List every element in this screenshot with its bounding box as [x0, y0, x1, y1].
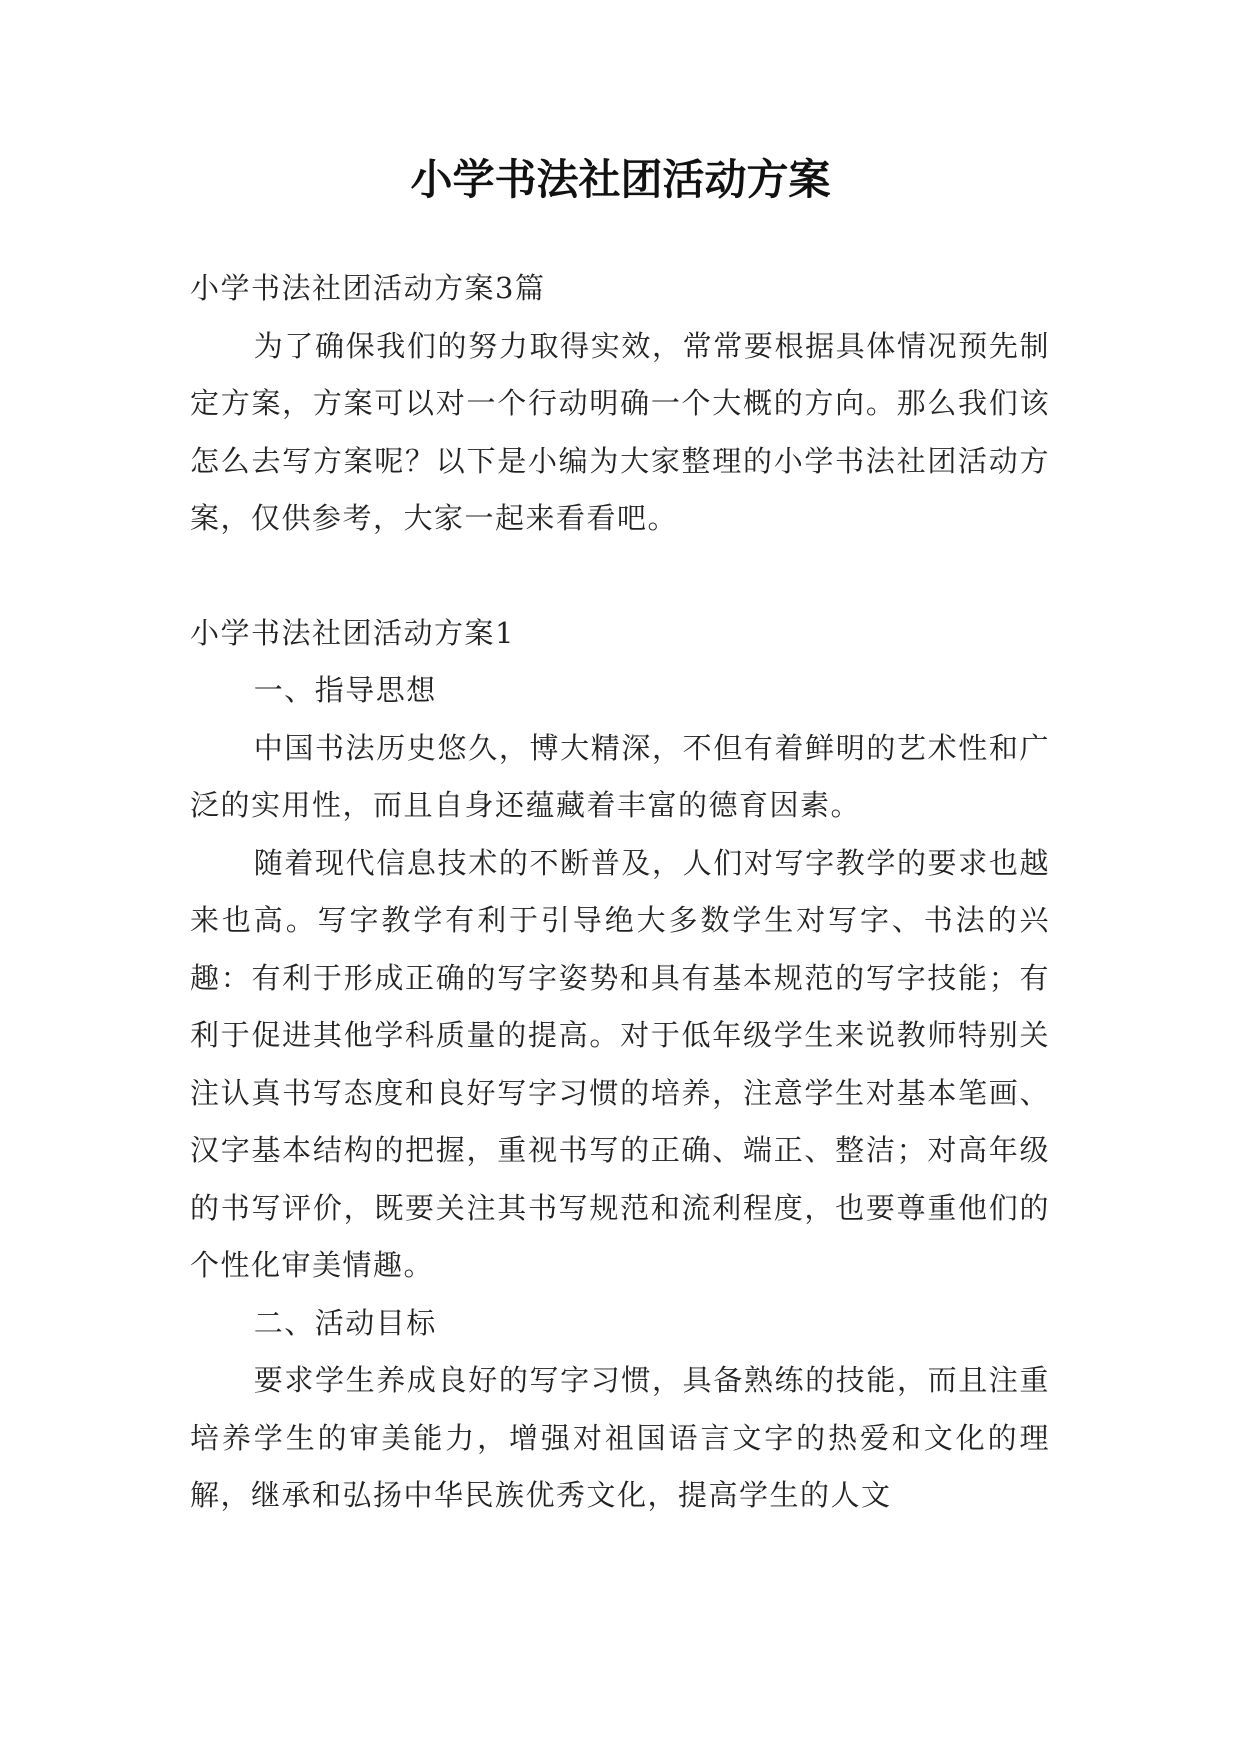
heading-guiding-ideology: 一、指导思想	[253, 673, 437, 707]
heading-activity-goals: 二、活动目标	[253, 1305, 437, 1340]
paragraph-gap	[190, 548, 1050, 605]
intro-paragraph: 为了确保我们的努力取得实效，常常要根据具体情况预先制定方案，方案可以对一个行动明确一个大概的方向。那么我们该怎么去写方案呢？以下是小编为大家整理的小学书法社团活动方案，仅供参考，大家一起来看看吧。	[190, 328, 1050, 535]
paragraph-writing-teaching: 随着现代信息技术的不断普及，人们对写字教学的要求也越来也高。写字教学有利于引导绝大多数学生对写字、书法的兴趣：有利于形成正确的写字姿势和具有基本规范的写字技能；有利于促进其他学科质量的提高。对于低年级学生来说教师特别关注认真书写态度和良好写字习惯的培养，注意学生对基本笔画、汉字基本结构的把握，重视书写的正确、端正、整洁；对高年级的书写评价，既要关注其书写规范和流利程度，也要尊重他们的个性化审美情趣。	[190, 845, 1050, 1282]
document-title: 小学书法社团活动方案	[410, 155, 831, 204]
paragraph-calligraphy-history: 中国书法历史悠久，博大精深，不但有着鲜明的艺术性和广泛的实用性，而且自身还蕴藏着丰富的德育因素。	[190, 730, 1050, 822]
document-subtitle: 小学书法社团活动方案3篇	[190, 271, 546, 305]
paragraph-activity-goals: 要求学生养成良好的写字习惯，具备熟练的技能，而且注重培养学生的审美能力，增强对祖国语言文字的热爱和文化的理解，继承和弘扬中华民族优秀文化，提高学生的人文	[190, 1363, 1050, 1512]
section-title: 小学书法社团活动方案1	[190, 615, 515, 650]
document-body	[190, 260, 1050, 1525]
